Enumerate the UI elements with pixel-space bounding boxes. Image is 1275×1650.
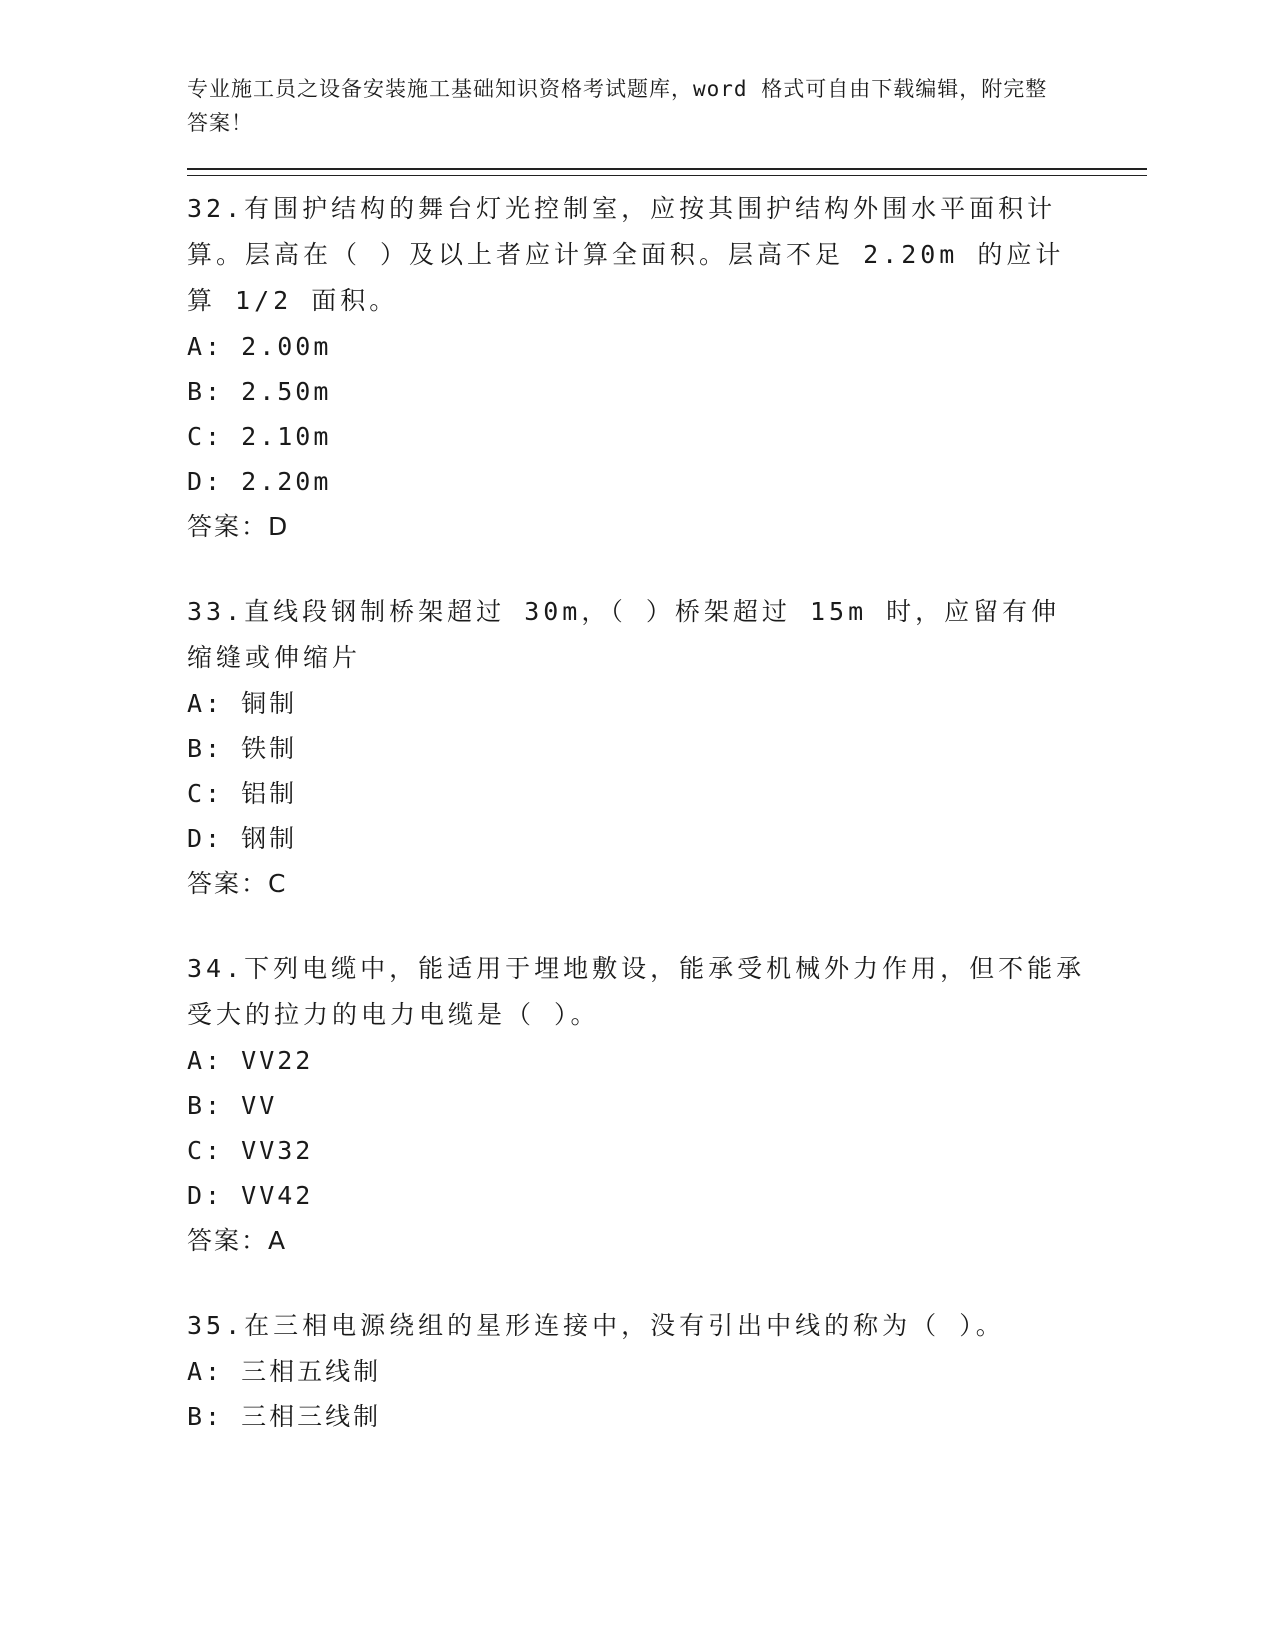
answer: 答案：C [187,869,288,898]
option-a: A: 铜制 [187,689,298,718]
option-a: A: VV22 [187,1046,314,1075]
answer: 答案：A [187,1226,288,1255]
question-stem: 35.在三相电源绕组的星形连接中，没有引出中线的称为（ ）。 [187,1311,1005,1340]
header-divider [187,168,1147,176]
option-a: A: 三相五线制 [187,1357,382,1386]
option-c: C: VV32 [187,1136,314,1165]
document-page [187,72,1147,1439]
answer: 答案：D [187,512,290,541]
option-d: D: VV42 [187,1181,314,1210]
option-d: D: 钢制 [187,824,298,853]
question-33 [187,589,1147,906]
question-stem: 32.有围护结构的舞台灯光控制室，应按其围护结构外围水平面积计算。层高在（ ）及以上者应计算全面积。层高不足 2.20m 的应计算 1/2 面积。 [187,194,1065,315]
question-35 [187,1303,1147,1439]
option-b: B: 2.50m [187,377,332,406]
question-34 [187,946,1147,1263]
option-b: B: 铁制 [187,734,298,763]
option-a: A: 2.00m [187,332,332,361]
question-stem: 34.下列电缆中，能适用于埋地敷设，能承受机械外力作用，但不能承受大的拉力的电力电缆是（ ）。 [187,954,1086,1029]
document-header: 专业施工员之设备安装施工基础知识资格考试题库，word 格式可自由下载编辑，附完整答案！ [187,77,1048,135]
option-b: B: VV [187,1091,278,1120]
option-d: D: 2.20m [187,467,332,496]
option-b: B: 三相三线制 [187,1402,382,1431]
option-c: C: 2.10m [187,422,332,451]
option-c: C: 铝制 [187,779,298,808]
question-stem: 33.直线段钢制桥架超过 30m，（ ）桥架超过 15m 时，应留有伸缩缝或伸缩片 [187,597,1061,672]
question-32 [187,186,1147,549]
